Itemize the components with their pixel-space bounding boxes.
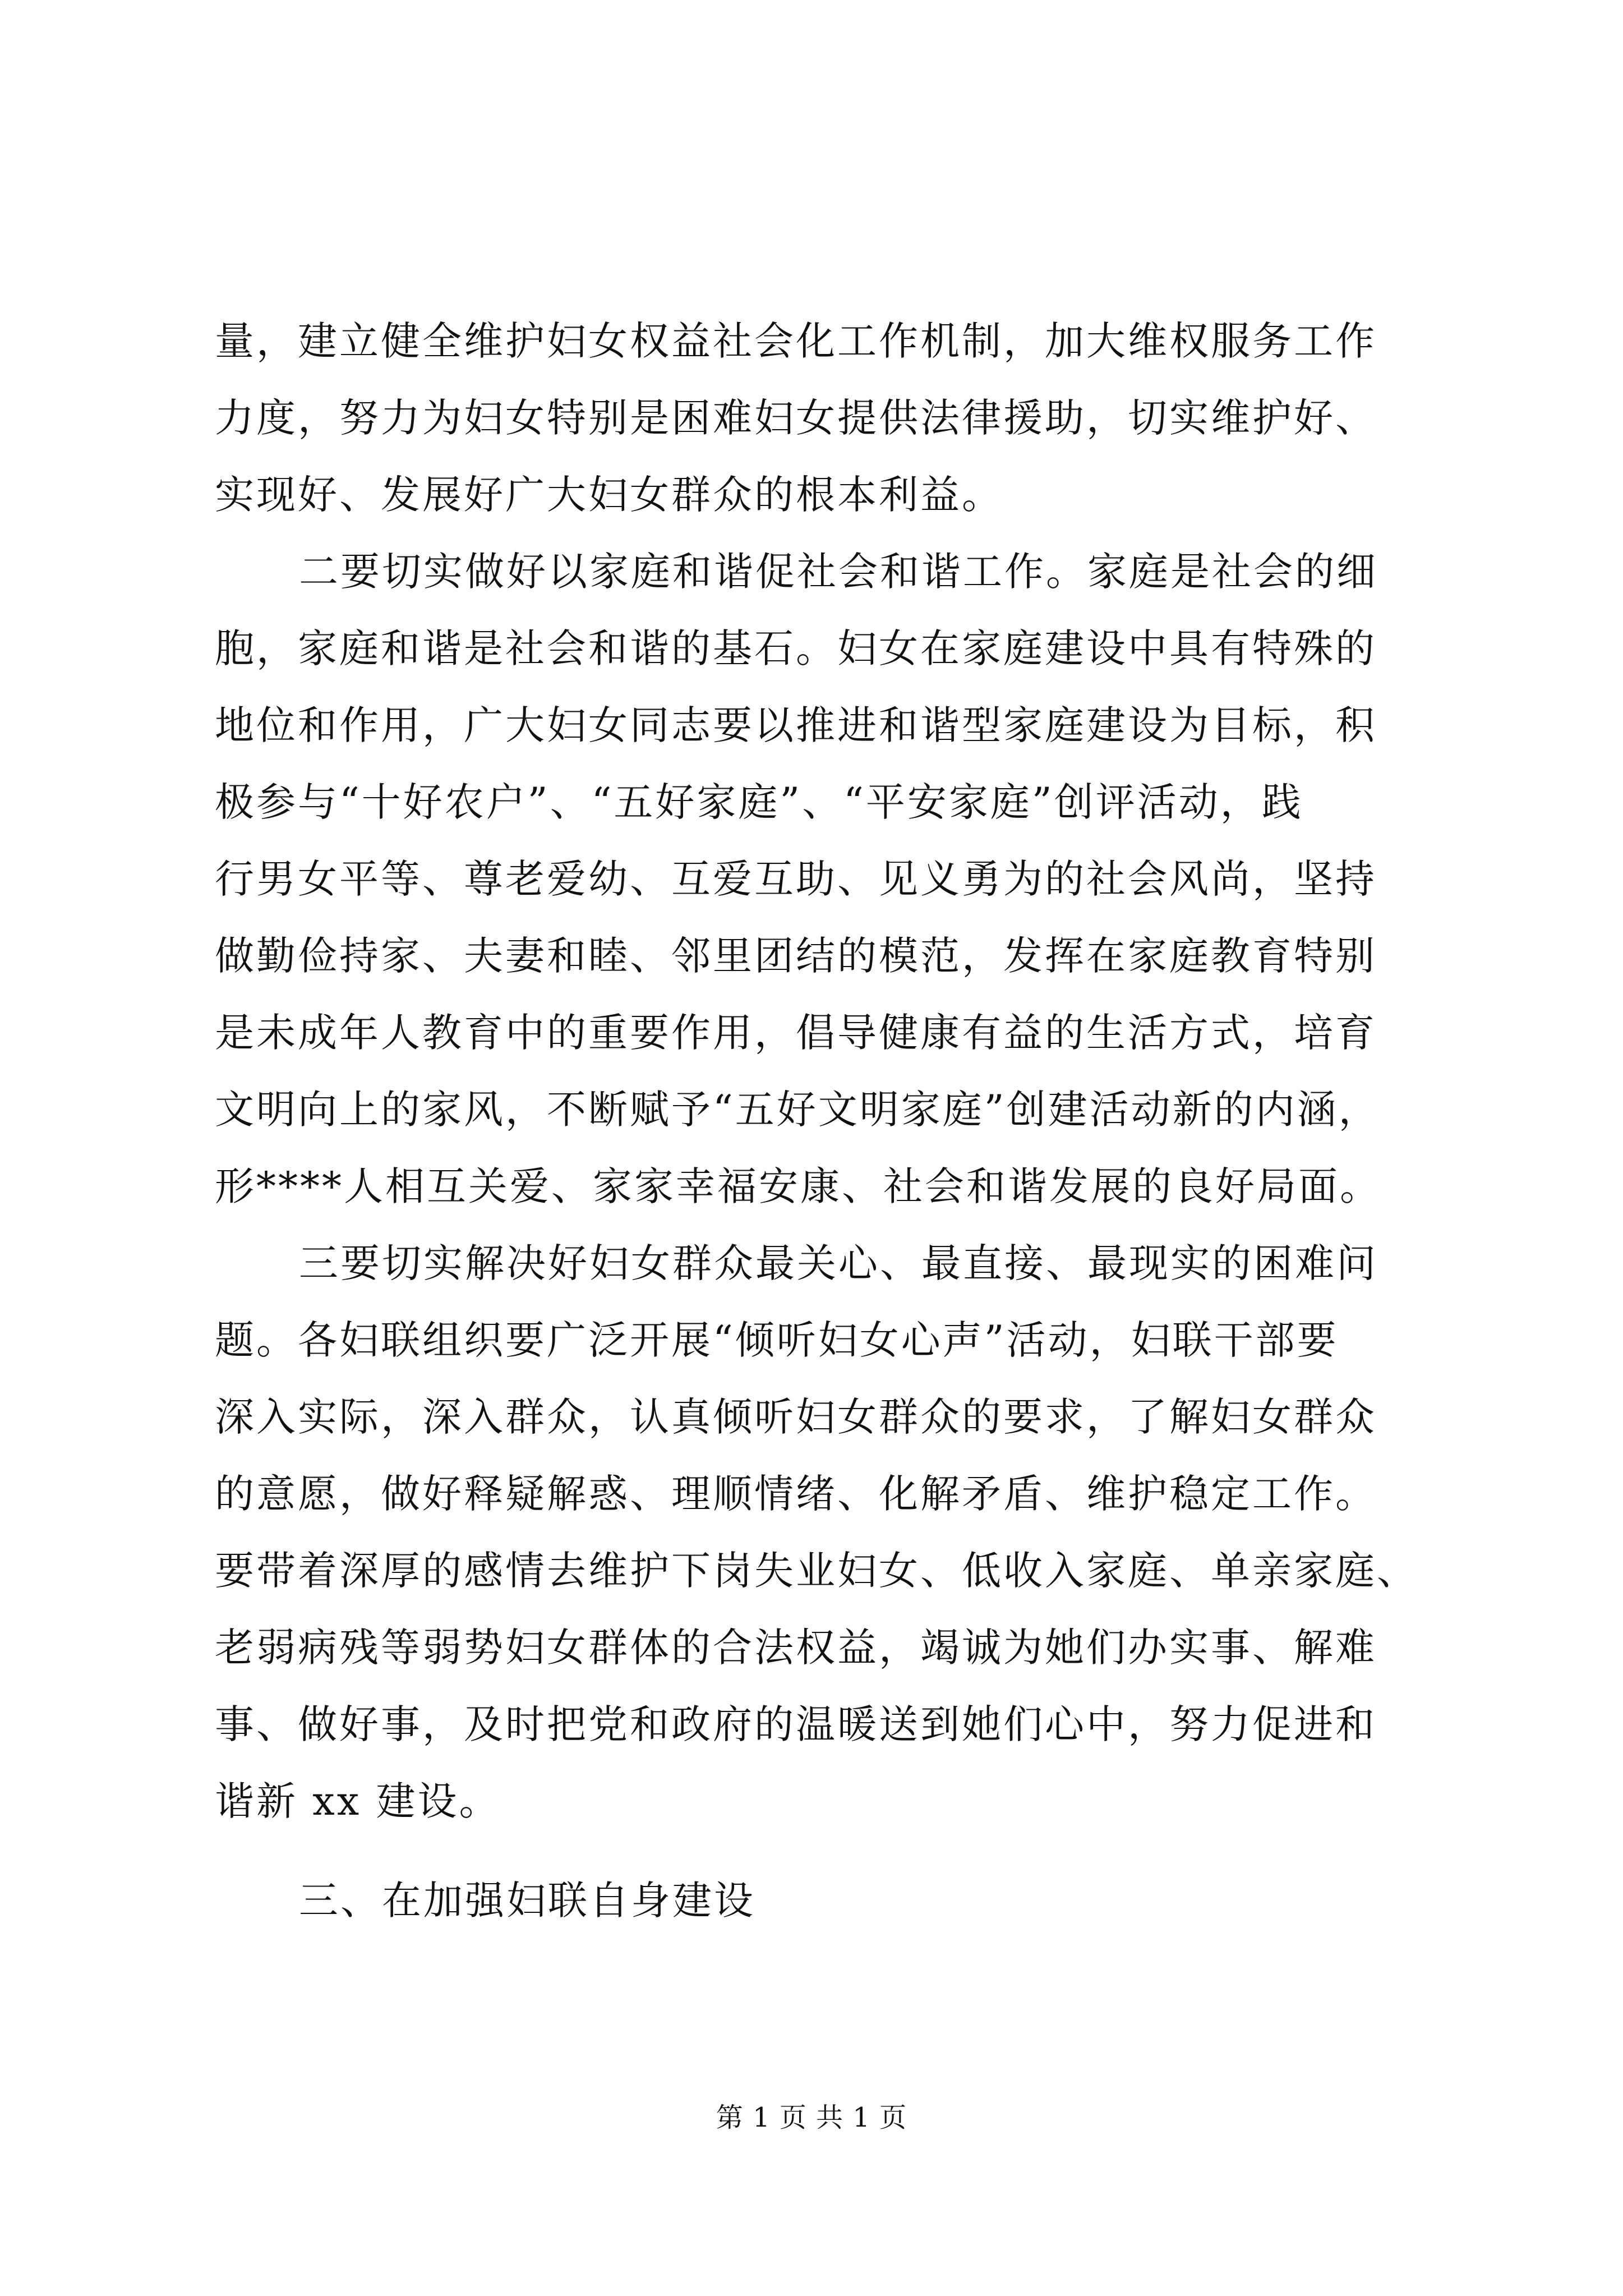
text-line: 的意愿，做好释疑解惑、理顺情绪、化解矛盾、维护稳定工作。 <box>215 1471 1377 1517</box>
text-line: 极参与“十好农户”、“五好家庭”、“平安家庭”创评活动，践 <box>215 779 1303 825</box>
text-line: 深入实际，深入群众，认真倾听妇女群众的要求，了解妇女群众 <box>215 1394 1377 1440</box>
text-line: 文明向上的家风，不断赋予“五好文明家庭”创建活动新的内涵， <box>215 1087 1380 1133</box>
text-line: 题。各妇联组织要广泛开展“倾听妇女心声”活动，妇联干部要 <box>215 1317 1339 1363</box>
text-line: 要带着深厚的感情去维护下岗失业妇女、低收入家庭、单亲家庭、 <box>215 1548 1418 1594</box>
text-line: 老弱病残等弱势妇女群体的合法权益，竭诚为她们办实事、解难 <box>215 1625 1377 1671</box>
text-line: 行男女平等、尊老爱幼、互爱互助、见义勇为的社会风尚，坚持 <box>215 856 1377 902</box>
text-line: 地位和作用，广大妇女同志要以推进和谐型家庭建设为目标，积 <box>215 702 1377 748</box>
text-line: 量，建立健全维护妇女权益社会化工作机制，加大维权服务工作 <box>215 318 1377 364</box>
document-body <box>215 303 1418 1939</box>
heading-line: 三、在加强妇联自身建设 <box>299 1878 755 1924</box>
paragraph-2 <box>215 533 1409 1225</box>
text-line: 谐新 xx 建设。 <box>215 1778 501 1824</box>
text-line: 三要切实解决好妇女群众最关心、最直接、最现实的困难问 <box>299 1240 1378 1286</box>
paragraph-3 <box>215 1225 1418 1840</box>
text-line: 形****人相互关爱、家家幸福安康、社会和谐发展的良好局面。 <box>215 1163 1381 1209</box>
page-footer: 第 1 页 共 1 页 <box>716 2102 907 2133</box>
section-heading <box>215 1862 1409 1939</box>
paragraph-spacer <box>215 1840 1409 1862</box>
text-line: 力度，努力为妇女特别是困难妇女提供法律援助，切实维护好、 <box>215 395 1377 441</box>
text-line: 事、做好事，及时把党和政府的温暖送到她们心中，努力促进和 <box>215 1701 1377 1747</box>
text-line: 是未成年人教育中的重要作用，倡导健康有益的生活方式，培育 <box>215 1010 1377 1056</box>
text-line: 做勤俭持家、夫妻和睦、邻里团结的模范，发挥在家庭教育特别 <box>215 933 1377 979</box>
paragraph-1 <box>215 303 1409 533</box>
text-line: 二要切实做好以家庭和谐促社会和谐工作。家庭是社会的细 <box>299 549 1378 595</box>
text-line: 胞，家庭和谐是社会和谐的基石。妇女在家庭建设中具有特殊的 <box>215 625 1377 671</box>
text-line: 实现好、发展好广大妇女群众的根本利益。 <box>215 472 1003 518</box>
